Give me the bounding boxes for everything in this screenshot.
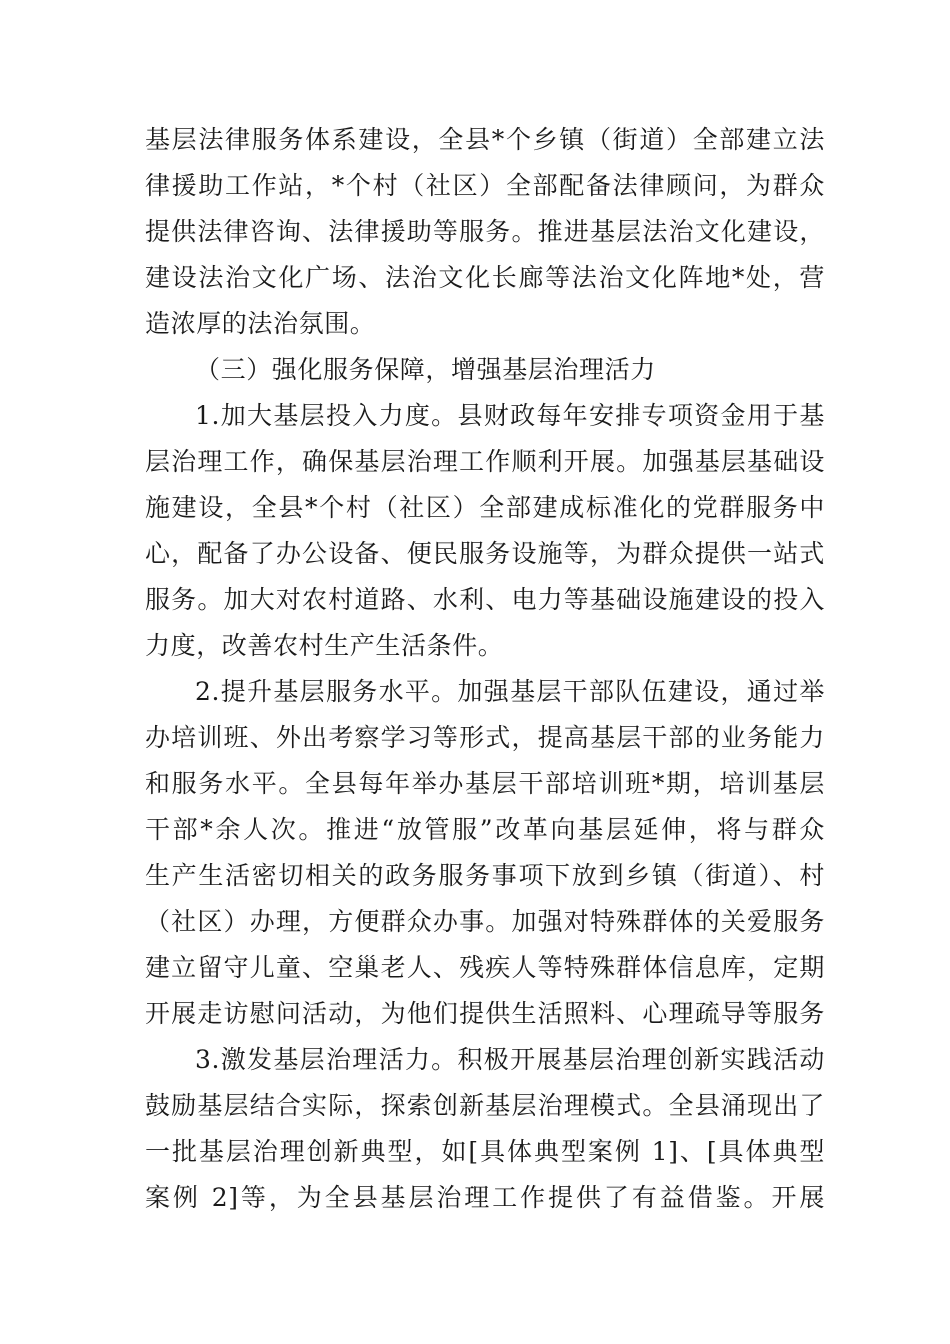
body-text-line: 力度，改善农村生产生活条件。 <box>145 631 504 660</box>
paragraph-first-line: 2.提升基层服务水平。加强基层干部队伍建设，通过举 <box>195 677 825 706</box>
body-text-line: 造浓厚的法治氛围。 <box>145 309 376 338</box>
body-text-line: 施建设，全县*个村（社区）全部建成标准化的党群服务中 <box>145 493 825 522</box>
paragraph-first-line: 3.激发基层治理活力。积极开展基层治理创新实践活动 <box>195 1045 825 1074</box>
body-text-line: 干部*余人次。推进“放管服”改革向基层延伸，将与群众 <box>145 815 825 844</box>
body-text-line: 提供法律咨询、法律援助等服务。推进基层法治文化建设， <box>145 217 825 246</box>
body-text-line: 生产生活密切相关的政务服务事项下放到乡镇（街道）、村 <box>145 861 825 890</box>
body-text-line: 一批基层治理创新典型，如[具体典型案例 1]、[具体典型 <box>145 1137 825 1166</box>
body-text-line: 案例 2]等，为全县基层治理工作提供了有益借鉴。开展 <box>145 1183 825 1212</box>
body-text-line: 服务。加大对农村道路、水利、电力等基础设施建设的投入 <box>145 585 825 614</box>
body-text-line: 律援助工作站，*个村（社区）全部配备法律顾问，为群众 <box>145 171 825 200</box>
body-text-line: 开展走访慰问活动，为他们提供生活照料、心理疏导等服务 <box>145 999 825 1028</box>
paragraph-first-line: 1.加大基层投入力度。县财政每年安排专项资金用于基 <box>195 401 825 430</box>
body-text-line: 基层法律服务体系建设，全县*个乡镇（街道）全部建立法 <box>145 125 825 154</box>
body-text-line: 建立留守儿童、空巢老人、残疾人等特殊群体信息库，定期 <box>145 953 825 982</box>
body-text-line: 办培训班、外出考察学习等形式，提高基层干部的业务能力 <box>145 723 825 752</box>
body-text-line: 鼓励基层结合实际，探索创新基层治理模式。全县涌现出了 <box>145 1091 825 1120</box>
body-text-line: （社区）办理，方便群众办事。加强对特殊群体的关爱服务 <box>145 907 825 936</box>
body-text-line: 和服务水平。全县每年举办基层干部培训班*期，培训基层 <box>145 769 825 798</box>
body-text-line: 层治理工作，确保基层治理工作顺利开展。加强基层基础设 <box>145 447 825 476</box>
section-heading: （三）强化服务保障，增强基层治理活力 <box>195 355 656 384</box>
body-text-line: 建设法治文化广场、法治文化长廊等法治文化阵地*处，营 <box>145 263 825 292</box>
body-text-line: 心，配备了办公设备、便民服务设施等，为群众提供一站式 <box>145 539 825 568</box>
